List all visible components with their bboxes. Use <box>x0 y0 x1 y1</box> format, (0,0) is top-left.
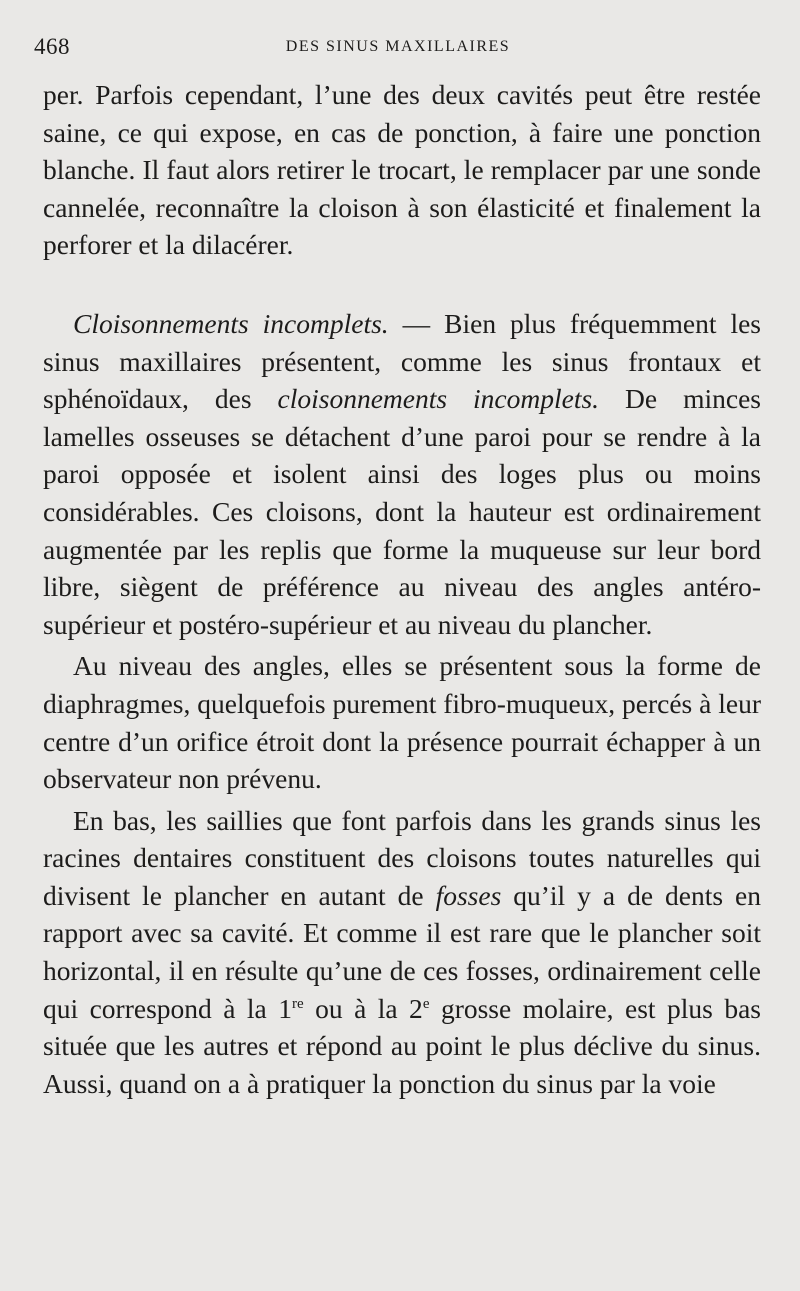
text-run: grosse molaire, est plus bas située que les autres et répond au point le plus déclive du sinus. Aussi, quand on a à pratiquer la ponction du sinus par la voie <box>43 992 761 1099</box>
emphasis: fosses <box>435 879 502 911</box>
superscript: re <box>291 995 304 1012</box>
emphasis: cloisonnements incomplets. <box>277 383 600 415</box>
running-head: DES SINUS MAXILLAIRES <box>285 38 511 55</box>
page-number: 468 <box>34 34 70 59</box>
text-run: En bas, les saillies que font parfois dans les grands sinus les racines dentaires constituent des cloisons toutes naturelles qui divisent le plancher en autant de <box>43 804 761 911</box>
paragraph: per. Parfois cependant, l’une des deux cavités peut être restée saine, ce qui expose, en cas de ponction, à faire une ponction blanche. Il faut alors retirer le trocart, le remplacer par une sonde cannelée, reconnaître la cloison à son élasticité et finalement la perforer et la dilacérer. <box>43 79 761 261</box>
text-run: — Bien plus fréquemment les sinus maxillaires présentent, comme les sinus frontaux et sphénoïdaux, des <box>43 307 761 415</box>
superscript: e <box>422 995 430 1012</box>
text-run: De minces lamelles osseuses se détachent d’une paroi pour se rendre à la paroi opposée et isolent ainsi des loges plus ou moins considérables. Ces cloisons, dont la hauteur est ordinairement augmentée par les replis que forme la muqueuse sur leur bord libre, siègent de préférence au niveau des angles antéro-supérieur et postéro-supérieur et au niveau du plancher. <box>43 383 761 640</box>
section-title: Cloisonnements incomplets. <box>73 307 389 339</box>
text-run: qu’il y a de dents en rapport avec sa cavité. Et comme il est rare que le plancher soit horizontal, il en résulte qu’une de ces fosses, ordinairement celle qui correspond à la 1 <box>43 879 761 1024</box>
paragraph: Au niveau des angles, elles se présentent sous la forme de diaphragmes, quelquefois purement fibro-muqueux, percés à leur centre d’un orifice étroit dont la présence pourrait échapper à un observateur non prévenu. <box>43 650 761 795</box>
text-run: ou à la 2 <box>303 992 423 1024</box>
body-text <box>43 76 761 1102</box>
paragraph <box>43 802 761 1103</box>
paragraph <box>43 305 761 643</box>
page-header <box>34 32 762 62</box>
